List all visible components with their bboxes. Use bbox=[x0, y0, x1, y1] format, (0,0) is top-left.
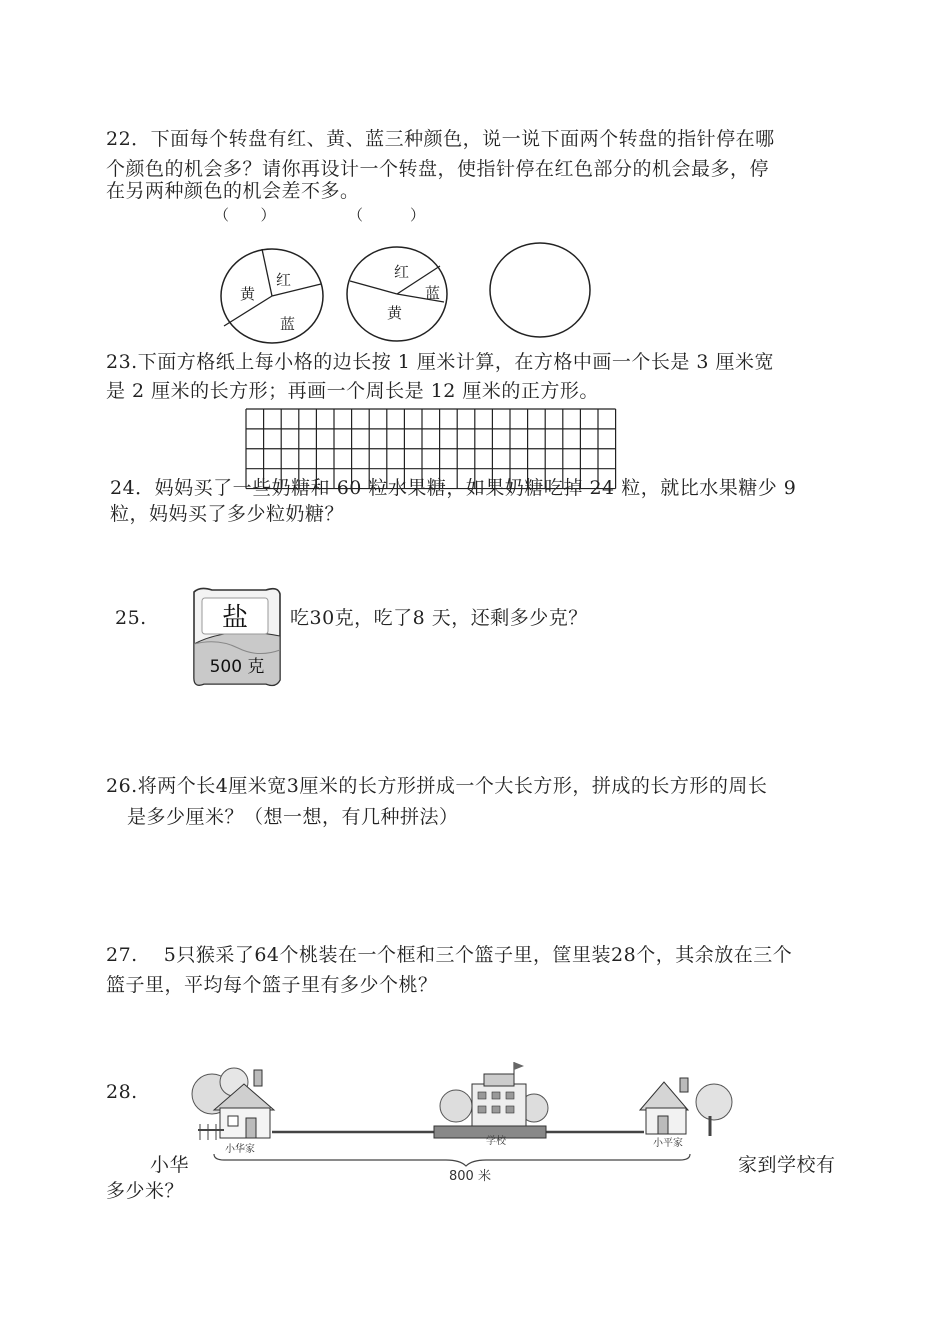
spinner-3-blank[interactable] bbox=[490, 243, 590, 337]
q23-line1: 23.下面方格纸上每小格的边长按 1 厘米计算，在方格中画一个长是 3 厘米宽 bbox=[106, 351, 775, 373]
q24-line1: 24．妈妈买了一些奶糖和 60 粒水果糖，如果奶糖吃掉 24 粒，就比水果糖少 9 bbox=[110, 477, 797, 499]
q22-spinners bbox=[210, 236, 610, 348]
q28-line2: 多少米？ bbox=[106, 1180, 185, 1202]
spinner-1-yellow: 黄 bbox=[240, 285, 256, 303]
spinner-1 bbox=[221, 249, 323, 343]
q27-line1: 27. 5只猴采了64个桃装在一个框和三个篮子里，筐里装28个，其余放在三个 bbox=[106, 944, 793, 966]
label-home-1: 小华家 bbox=[225, 1144, 255, 1155]
salt-bag-label: 盐 bbox=[221, 603, 249, 633]
q22-answer-blank-2[interactable]: （ ） bbox=[348, 206, 426, 224]
q28-number: 28. bbox=[106, 1081, 138, 1103]
q28-text-right: 家到学校有 bbox=[738, 1154, 836, 1176]
q25-text: 吃30克，吃了8 天，还剩多少克？ bbox=[290, 607, 588, 629]
label-home-2: 小平家 bbox=[653, 1138, 683, 1149]
q24-line2: 粒，妈妈买了多少粒奶糖？ bbox=[110, 503, 345, 525]
q26-line2: 是多少厘米？（想一想，有几种拼法） bbox=[127, 806, 459, 828]
spinner-2-blue: 蓝 bbox=[425, 284, 441, 302]
salt-bag-image bbox=[188, 584, 288, 690]
q25-number: 25. bbox=[115, 607, 147, 629]
route-illustration bbox=[184, 1060, 744, 1190]
home-1-illustration bbox=[192, 1068, 274, 1140]
q28-text-left: 小华 bbox=[150, 1154, 190, 1176]
q22-answer-blank-1[interactable]: （ ） bbox=[214, 206, 277, 224]
q27-line2: 篮子里，平均每个篮子里有多少个桃？ bbox=[106, 974, 438, 996]
salt-bag-weight: 500 克 bbox=[209, 657, 265, 677]
home-2-illustration bbox=[640, 1078, 732, 1136]
q22-line2: 个颜色的机会多？请你再设计一个转盘，使指针停在红色部分的机会最多，停 bbox=[106, 158, 770, 180]
q23-line2: 是 2 厘米的长方形；再画一个周长是 12 厘米的正方形。 bbox=[106, 380, 599, 402]
spinner-2-yellow: 黄 bbox=[387, 304, 403, 322]
q22-line3: 在另两种颜色的机会差不多。 bbox=[106, 180, 360, 202]
q26-line1: 26.将两个长4厘米宽3厘米的长方形拼成一个大长方形，拼成的长方形的周长 bbox=[106, 775, 768, 797]
distance-label: 800 米 bbox=[449, 1169, 491, 1184]
spinner-2-red: 红 bbox=[394, 263, 410, 281]
school-illustration bbox=[434, 1062, 548, 1138]
spinner-1-blue: 蓝 bbox=[280, 315, 296, 333]
spinner-1-red: 红 bbox=[276, 271, 292, 289]
label-school: 学校 bbox=[486, 1136, 506, 1147]
distance-brace bbox=[214, 1154, 690, 1166]
spinner-2 bbox=[347, 247, 447, 341]
q22-line1: 22．下面每个转盘有红、黄、蓝三种颜色，说一说下面两个转盘的指针停在哪 bbox=[106, 128, 775, 150]
